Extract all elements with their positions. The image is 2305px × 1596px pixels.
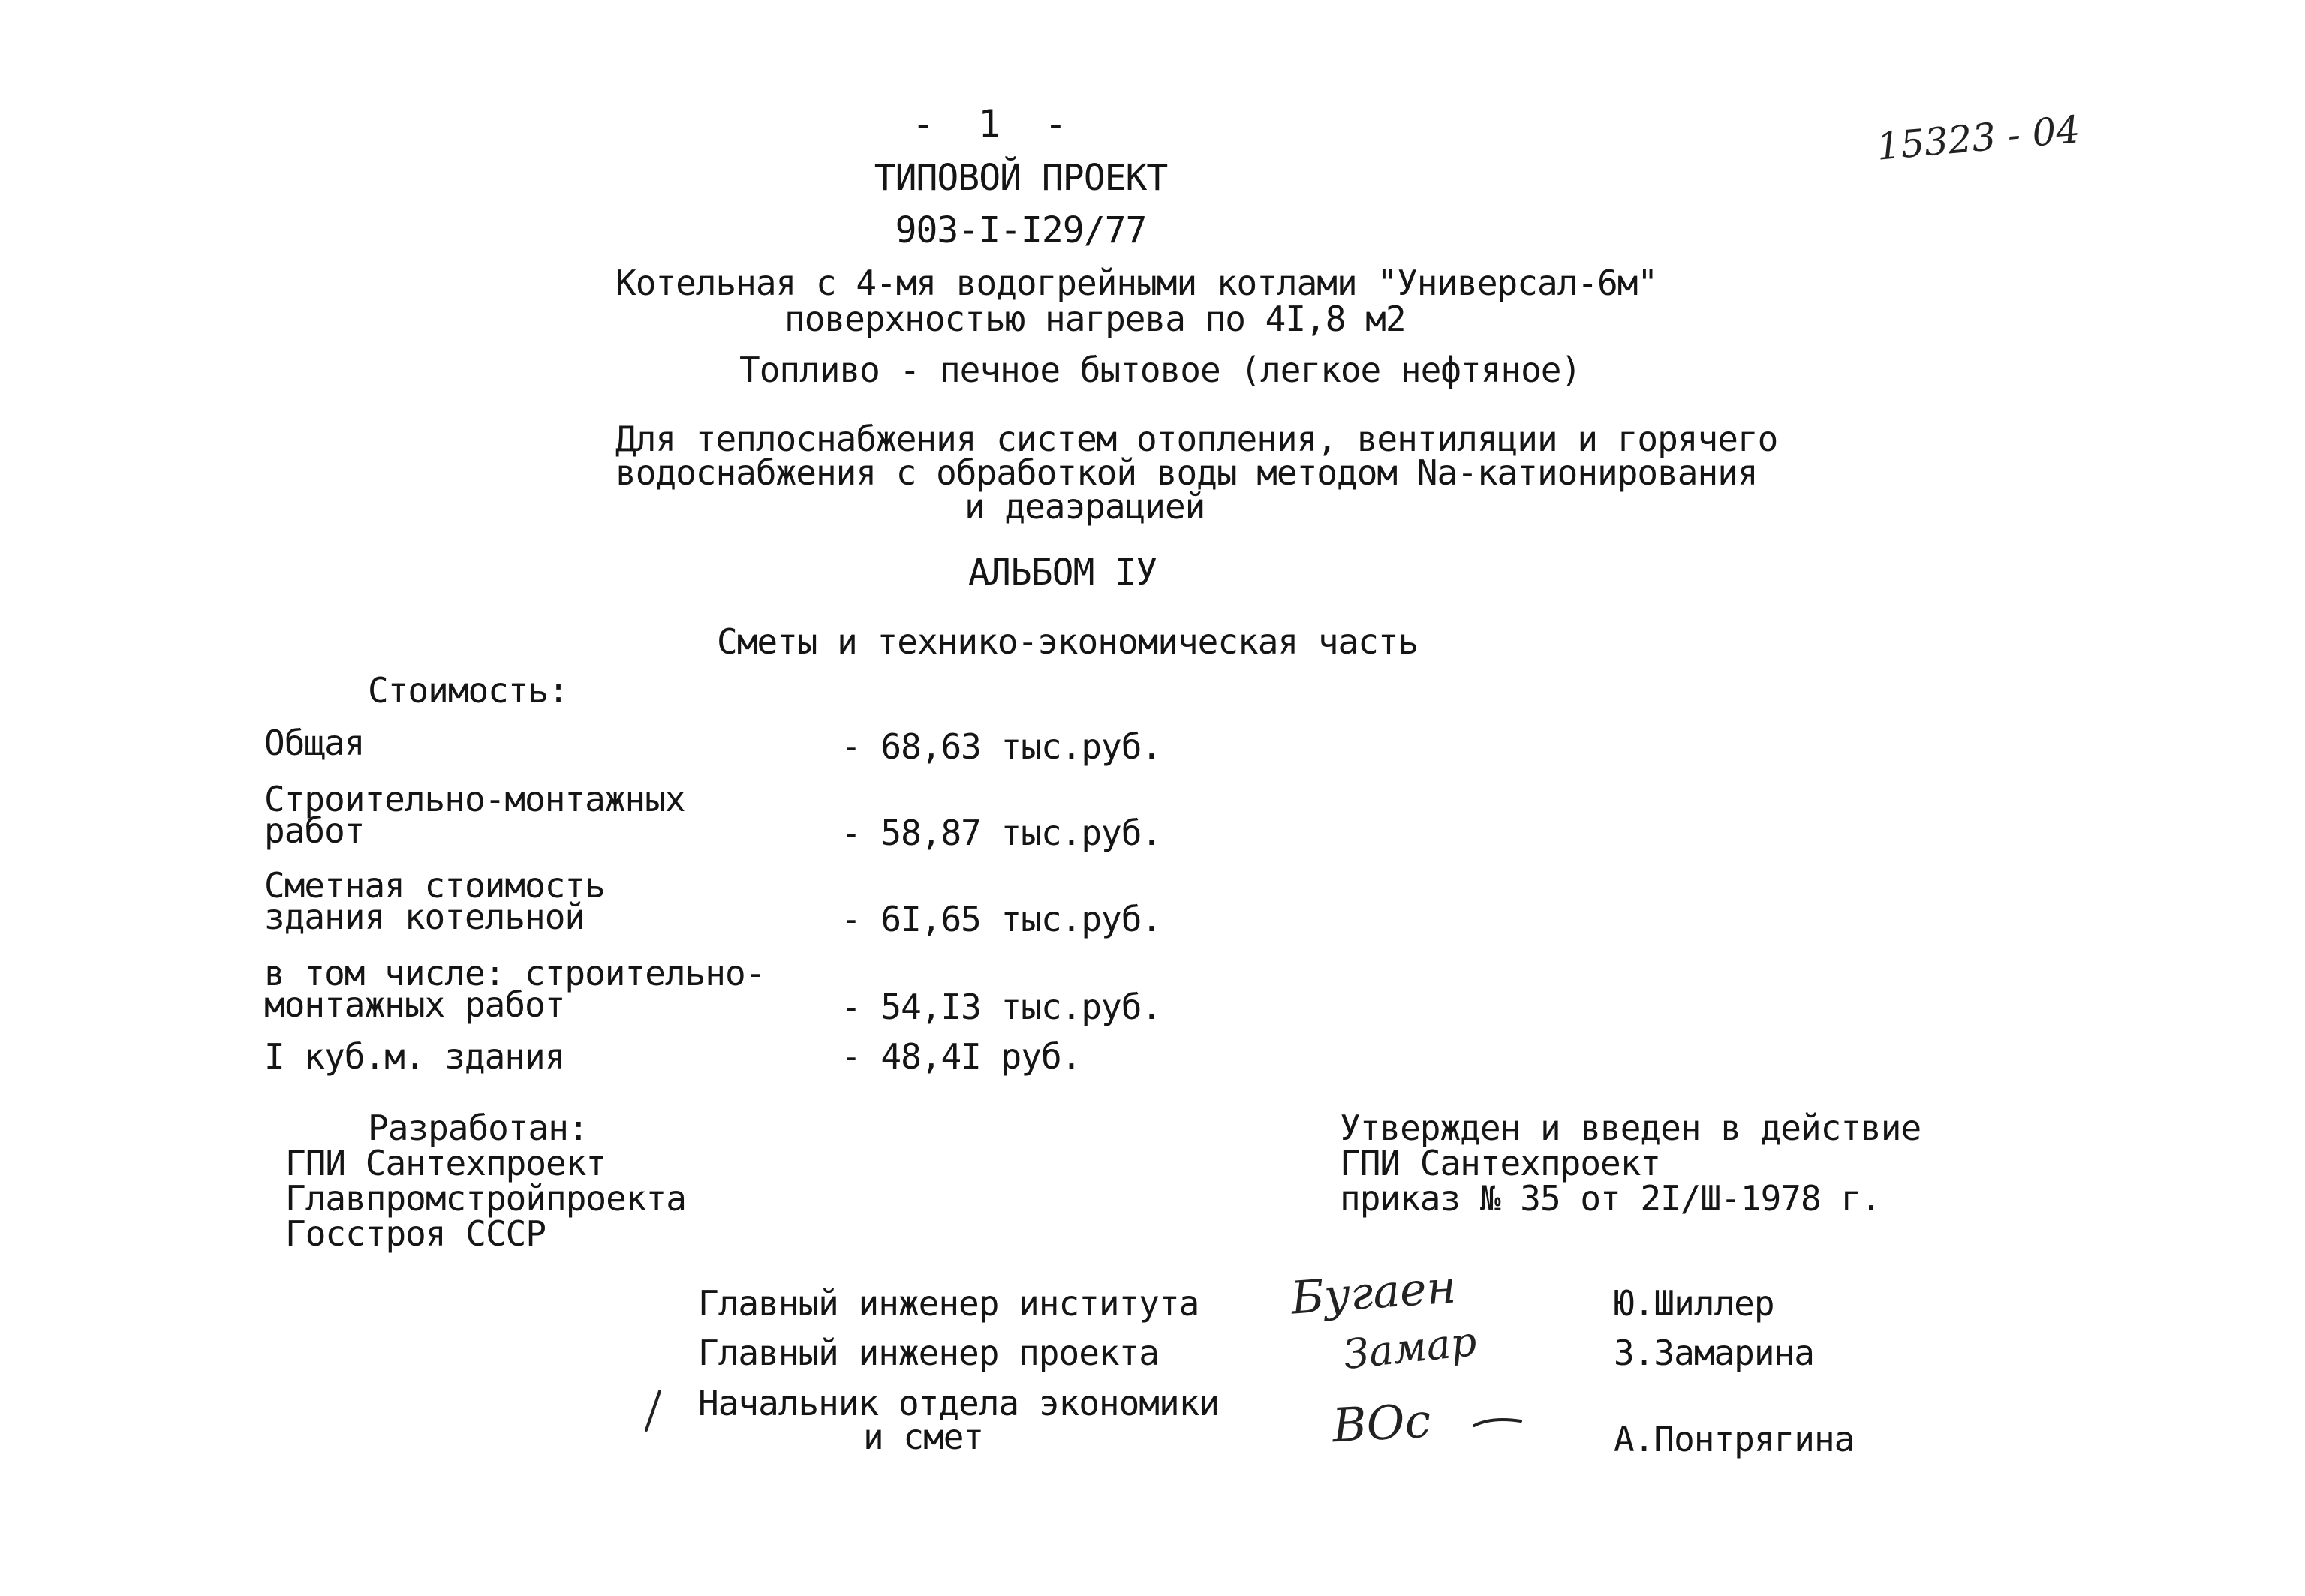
project-title-line2: поверхностью нагрева по 4I,8 м2	[784, 299, 1406, 339]
signatory-name: З.Замарина	[1614, 1333, 1814, 1373]
cost-row-value: - 68,63 тыс.руб.	[841, 726, 1162, 767]
approved-org: ГПИ Сантехпроект	[1340, 1143, 1661, 1183]
purpose-line1: Для теплоснабжения систем отопления, вентиляции и горячего	[615, 419, 1778, 459]
cost-row-value: - 58,87 тыс.руб.	[841, 813, 1162, 853]
signatory-name: Ю.Шиллер	[1614, 1283, 1774, 1324]
approved-order: приказ № 35 от 2I/Ш-1978 г.	[1340, 1178, 1881, 1219]
signature-role-cont: и смет	[863, 1417, 984, 1457]
album-title: АЛЬБОМ IУ	[968, 552, 1157, 594]
cost-row-value: - 54,I3 тыс.руб.	[841, 987, 1162, 1027]
signature-role: Начальник отдела экономики	[698, 1383, 1220, 1423]
cost-row-value: - 48,4I руб.	[841, 1036, 1082, 1077]
purpose-line3: и деаэрацией	[964, 486, 1205, 527]
purpose-line2: водоснабжения с обработкой воды методом Na-катионирования	[615, 452, 1758, 493]
album-subject: Сметы и технико-экономическая часть	[717, 621, 1419, 662]
cost-row-label: Строительно-монтажных	[264, 779, 685, 819]
project-code: 903-I-I29/77	[895, 209, 1147, 251]
developed-ministry: Главпромстройпроекта	[285, 1178, 686, 1219]
cost-row-value: - 6I,65 тыс.руб.	[841, 899, 1162, 939]
cost-row-label: I куб.м. здания	[264, 1036, 565, 1077]
cost-row-label-cont: здания котельной	[264, 897, 585, 937]
cost-row-label: в том числе: строительно-	[264, 953, 766, 993]
cost-row-label-cont: монтажных работ	[264, 984, 565, 1025]
project-series: ТИПОВОЙ ПРОЕКТ	[874, 157, 1168, 199]
cost-heading: Стоимость:	[368, 670, 568, 711]
page-number: - 1 -	[912, 102, 1078, 146]
signature-mark: Бугаен	[1289, 1261, 1458, 1325]
signatory-name: А.Понтрягина	[1614, 1419, 1855, 1459]
developed-state: Госстроя СССР	[285, 1213, 546, 1254]
cost-row-label: Общая	[264, 723, 365, 763]
project-title-line1: Котельная с 4-мя водогрейными котлами "Универсал-6м"	[615, 263, 1658, 303]
signature-mark: ВОс	[1331, 1393, 1432, 1453]
pen-tick-mark	[642, 1388, 664, 1433]
cost-row-label-cont: работ	[264, 810, 365, 851]
signature-role: Главный инженер института	[698, 1283, 1199, 1324]
inventory-number: 15323 - 04	[1874, 107, 2082, 169]
fuel-line: Топливо - печное бытовое (легкое нефтяное)	[739, 350, 1581, 390]
developed-label: Разработан:	[368, 1108, 588, 1148]
cost-row-label: Сметная стоимость	[264, 865, 605, 906]
signature-mark: Замар	[1341, 1317, 1479, 1379]
signature-role: Главный инженер проекта	[698, 1333, 1159, 1373]
developed-org: ГПИ Сантехпроект	[285, 1143, 606, 1183]
approved-label: Утвержден и введен в действие	[1340, 1108, 1921, 1148]
signature-underline	[1471, 1417, 1524, 1432]
